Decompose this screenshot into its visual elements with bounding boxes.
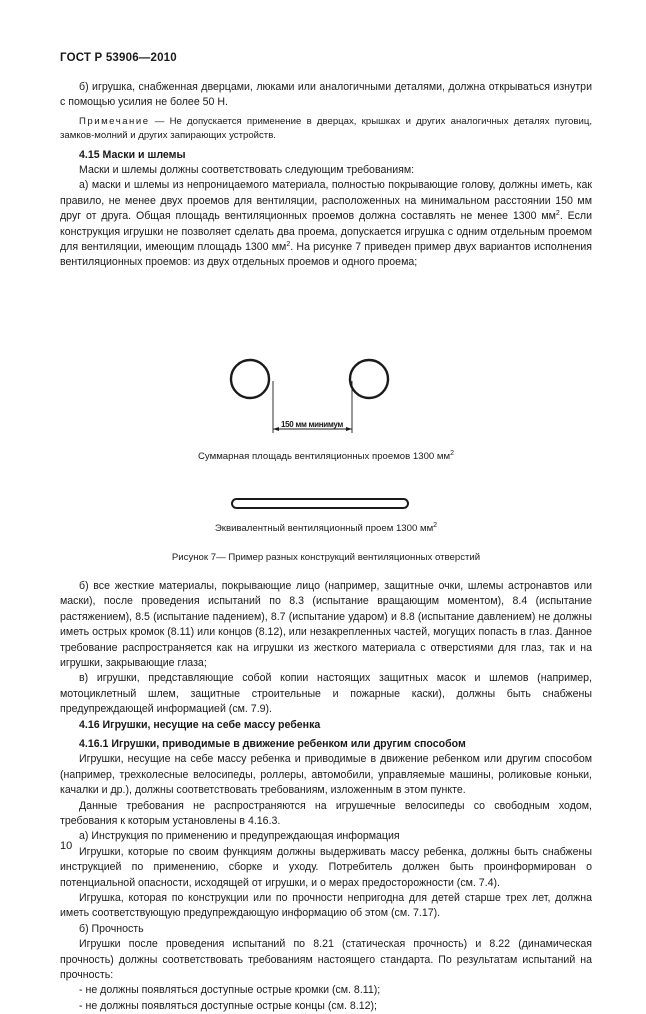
section-4-15-item-c: в) игрушки, представляющие собой копии настоящих защитных масок и шлемов (например, мотоциклетный шлем, защитные строительные и пожарные каски), должны быть снабжены предупреждающей информацией (см. 7.9).: [60, 672, 592, 716]
figure-title: Рисунок 7— Пример разных конструкций вентиляционных отверстий: [171, 551, 481, 563]
section-4-16-1-p7: Игрушки после проведения испытаний по 8.21 (статическая прочность) и 8.22 (динамическая прочность) должны соответствовать требованиям настоящего стандарта. По результатам испытаний на прочность:: [60, 938, 592, 982]
note-label: Примечание: [79, 115, 150, 127]
paragraph-b-doors: б) игрушка, снабженная дверцами, люками или аналогичными деталями, должна открываться изнутри с помощью усилия не более 50 Н.: [60, 81, 592, 109]
section-4-16-1-p2: Данные требования не распространяются на игрушечные велосипеды со свободным ходом, требования к которым установлены в 4.16.3.: [60, 799, 592, 827]
item-a-part3: . На рисунке 7 приведен пример двух вариантов исполнения вентиляционных проемов: из двух отдельных проемов и одного проема;: [60, 241, 592, 269]
section-4-15-item-b: б) все жесткие материалы, покрывающие лицо (например, защитные очки, шлемы астронавтов или маски), после проведения испытаний по 8.3 (испытание вращающим моментом), 8.4 (испытание растяжением), 8.5 (испытание падением), 8.7 (испытание ударом) и 8.8 (испытание давлением) не должны иметь острых кромок (8.11) или концов (8.12), или незакрепленных частей, могущих попасть в глаз. Данное требование распространяется как на игрушки из жесткого материала с отверстиями для глаз, так и на игрушки, закрывающие глаза;: [60, 579, 592, 669]
page-body: [60, 80, 592, 1014]
superscript: 2: [286, 241, 291, 249]
section-4-16-1-p9: - не должны появляться доступные острые концы (см. 8.12);: [79, 999, 377, 1012]
section-4-16-1-p4: Игрушки, которые по своим функциям должны выдерживать массу ребенка, должны быть снабжены инструкцией по применению, сборке и уходу. Потребитель должен быть проинформирован о потенциальной опасности, исходящей от игрушки, и о мерах предосторожности (см. 7.4).: [60, 845, 592, 889]
superscript: 2: [433, 521, 438, 529]
section-4-15-intro: Маски и шлемы должны соответствовать следующим требованиям:: [79, 164, 415, 177]
section-4-16-1-p3: а) Инструкция по применению и предупреждающая информация: [79, 830, 400, 843]
caption-equivalent: [60, 521, 592, 536]
section-4-16-heading: 4.16 Игрушки, несущие на себе массу ребенка: [79, 718, 321, 731]
figure-7: [60, 271, 592, 573]
equivalent-vent-slot: [232, 499, 408, 508]
vent-hole-left: [231, 360, 269, 398]
caption-total-area: [60, 449, 592, 464]
page-number: 10: [60, 840, 73, 852]
document-header: ГОСТ Р 53906—2010: [60, 52, 177, 64]
section-4-16-1-p8: - не должны появляться доступные острые кромки (см. 8.11);: [79, 984, 381, 997]
superscript: 2: [450, 449, 454, 457]
vent-hole-right: [350, 360, 388, 398]
item-a-part2: . Если конструкция игрушки не позволяет сделать два проема, допускается игрушка с одним отдельным проемом для вентиляции, имеющим площадь 1300 мм: [60, 210, 592, 254]
section-4-16-1-p6: б) Прочность: [79, 922, 144, 935]
item-a-part1: а) маски и шлемы из непроницаемого материала, полностью покрывающие голову, должны иметь, как правило, не менее двух проемов для вентиляции, расположенных на минимальном расстоянии 150 мм друг от друга. Общая площадь вентиляционных проемов должна составлять не менее 1300 мм: [60, 179, 592, 223]
caption-equiv-text: Эквивалентный вентиляционный проем 1300 мм: [214, 522, 434, 534]
note-paragraph: [60, 115, 592, 144]
dimension-label: 150 мм минимум: [280, 419, 344, 429]
caption-total-text: Суммарная площадь вентиляционных проемов 1300 мм: [197, 450, 451, 462]
section-4-15-item-a: [60, 178, 592, 270]
superscript: 2: [555, 210, 560, 218]
section-4-16-1-heading: 4.16.1 Игрушки, приводимые в движение ребенком или другим способом: [79, 737, 466, 750]
section-4-16-1-p1: Игрушки, несущие на себе массу ребенка и приводимые в движение ребенком или другим способом (например, трехколесные велосипеды, роллеры, автомобили, управляемые машины, роликовые коньки, качалки и др.), должны соответствовать требованиям, изложенным в этом пункте.: [60, 753, 592, 797]
section-4-16-1-p5: Игрушка, которая по конструкции или по прочности непригодна для детей старше трех лет, должна иметь соответствующую предупреждающую информацию об этом (см. 7.17).: [60, 892, 592, 920]
section-4-15-heading: 4.15 Маски и шлемы: [79, 148, 186, 161]
note-text: — Не допускается применение в дверцах, крышках и других аналогичных деталях пуговиц, замков-молний и других запирающих устройств.: [60, 115, 592, 142]
